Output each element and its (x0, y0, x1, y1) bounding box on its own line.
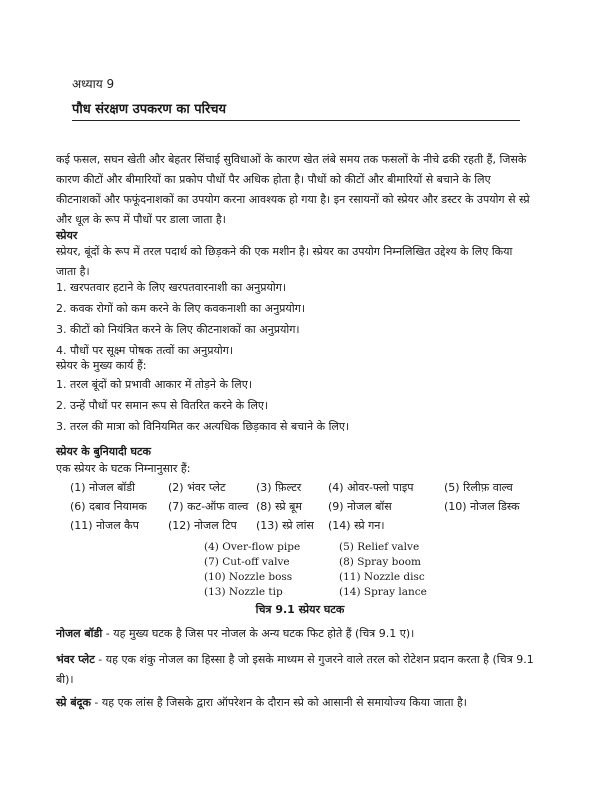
figure-legend-row (200, 541, 460, 556)
sprayer-uses-list (56, 277, 534, 361)
definition-nozzle-body (56, 624, 536, 644)
functions-list (56, 374, 534, 437)
component-item: (7) कट-ऑफ वाल्व (168, 500, 249, 513)
components-row (56, 518, 536, 537)
figure-caption: चित्र 9.1 स्प्रेयर घटक (255, 603, 345, 616)
component-item: (1) नोजल बॉडी (70, 481, 136, 494)
list-item: 3. तरल की मात्रा को विनियमित कर अत्यधिक छिड़काव से बचाने के लिए। (56, 420, 350, 433)
components-row (56, 480, 536, 499)
definition-term: भंवर प्लेट (56, 653, 95, 666)
components-row (56, 499, 536, 518)
definition-term: स्प्रे बंदूक (56, 696, 91, 709)
component-item: (4) ओवर-फ्लो पाइप (328, 481, 414, 494)
sprayer-heading: स्प्रेयर (56, 229, 78, 242)
component-item: (6) दबाव नियामक (70, 500, 147, 513)
components-grid (56, 480, 536, 537)
figure-legend-row (200, 586, 460, 601)
definition-text: - यह एक शंकु नोजल का हिस्सा है जो इसके माध्यम से गुजरने वाले तरल को रोटेशन प्रदान करता है (चित्र 9.1 बी)। (56, 653, 534, 686)
figure-label: (5) Relief valve (339, 541, 420, 553)
component-item: (10) नोजल डिस्क (444, 500, 520, 513)
definition-spray-gun (56, 693, 536, 713)
components-intro: एक स्प्रेयर के घटक निम्नानुसार हैं: (56, 462, 191, 475)
intro-paragraph: कई फसल, सघन खेती और बेहतर सिंचाई सुविधाओं के कारण खेत लंबे समय तक फसलों के नीचे ढकी रहती हैं, जिसके कारण कीटों और बीमारियों का प्रकोप पौधों पैर अधिक होता है। पौधों को कीटों और बीमारियों से बचाने के लिए कीटनाशकों और फफूंदनाशकों का उपयोग करना आवश्यक हो गया है। इन रसायनों को स्प्रेयर और डस्टर के उपयोग से स्प्रे और धूल के रूप में पौधों पर डाला जाता है। (56, 153, 530, 226)
figure-legend (200, 541, 460, 601)
definition-term: नोजल बॉडी (56, 627, 103, 640)
figure-label: (11) Nozzle disc (339, 571, 425, 583)
figure-legend-row (200, 556, 460, 571)
component-item: (13) स्प्रे लांस (256, 519, 314, 532)
component-item: (2) भंवर प्लेट (168, 481, 226, 494)
component-item: (12) नोजल टिप (168, 519, 237, 532)
figure-label: (4) Over-flow pipe (204, 541, 301, 553)
component-item: (3) फ़िल्टर (256, 481, 302, 494)
component-item: (8) स्प्रे बूम (256, 500, 302, 513)
figure-legend-row (200, 571, 460, 586)
component-item: (11) नोजल कैप (70, 519, 139, 532)
list-item: 1. तरल बूंदों को प्रभावी आकार में तोड़ने के लिए। (56, 378, 252, 391)
component-item: (14) स्प्रे गन। (328, 519, 385, 532)
functions-heading: स्प्रेयर के मुख्य कार्य हैं: (56, 359, 147, 372)
component-item: (5) रिलीफ़ वाल्व (444, 481, 513, 494)
list-item: 1. खरपतवार हटाने के लिए खरपतवारनाशी का अनुप्रयोग। (56, 281, 287, 294)
figure-label: (8) Spray boom (339, 556, 421, 568)
figure-label: (14) Spray lance (339, 586, 427, 598)
definition-text: - यह मुख्य घटक है जिस पर नोजल के अन्य घटक फिट होते हैं (चित्र 9.1 ए)। (102, 627, 415, 640)
figure-label: (7) Cut-off valve (204, 556, 290, 568)
definition-swirl-plate (56, 650, 536, 690)
sprayer-definition: स्प्रेयर, बूंदों के रूप में तरल पदार्थ को छिड़कने की एक मशीन है। स्प्रेयर का उपयोग निम्नलिखित उद्देश्य के लिए किया जाता है। (56, 245, 513, 278)
list-item: 4. पौधों पर सूक्ष्म पोषक तत्वों का अनुप्रयोग। (56, 344, 234, 357)
list-item: 2. उन्हें पौधों पर समान रूप से वितरित करने के लिए। (56, 399, 269, 412)
page-title: पौध संरक्षण उपकरण का परिचय (72, 102, 227, 117)
components-heading: स्प्रेयर के बुनियादी घटक (56, 445, 152, 458)
definition-text: - यह एक लांस है जिसके द्वारा ऑपरेशन के दौरान स्प्रे को आसानी से समायोज्य किया जाता है। (90, 696, 467, 709)
component-item: (9) नोजल बॉस (328, 500, 392, 513)
figure-label: (10) Nozzle boss (204, 571, 293, 583)
list-item: 3. कीटों को नियंत्रित करने के लिए कीटनाशकों का अनुप्रयोग। (56, 323, 300, 336)
title-underline (72, 120, 520, 121)
figure-label: (13) Nozzle tip (204, 586, 283, 598)
list-item: 2. कवक रोगों को कम करने के लिए कवकनाशी का अनुप्रयोग। (56, 302, 306, 315)
chapter-label: अध्याय 9 (72, 77, 115, 91)
